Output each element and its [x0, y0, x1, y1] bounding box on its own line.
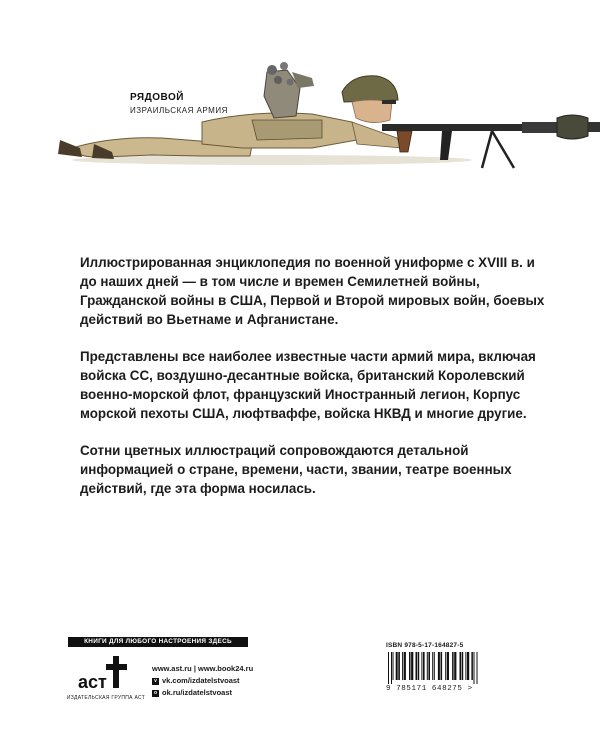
book-description	[80, 253, 550, 516]
publisher-links	[152, 663, 253, 699]
publisher-name: ИЗДАТЕЛЬСКАЯ ГРУППА АСТ	[66, 695, 146, 701]
caption-title: РЯДОВОЙ	[130, 92, 184, 103]
ok-icon: o	[153, 689, 158, 696]
barcode-icon	[386, 652, 506, 684]
ast-logo-icon	[76, 652, 132, 696]
barcode-digits: 9 785171 648275 >	[386, 685, 473, 693]
isbn-text: ISBN 978-5-17-164827-5	[386, 642, 464, 649]
description-paragraph: Сотни цветных иллюстраций сопровождаются детальной информацией о стране, времени, части, звании, театре военных действий, где эта форма носилась.	[80, 443, 512, 496]
vk-link[interactable]: v vk.com/izdatelstvoast	[152, 675, 253, 687]
illustration-caption	[130, 92, 228, 115]
barcode-block	[386, 642, 526, 693]
websites-link[interactable]: www.ast.ru | www.book24.ru	[152, 664, 254, 673]
publisher-tagline: КНИГИ ДЛЯ ЛЮБОГО НАСТРОЕНИЯ ЗДЕСЬ	[68, 637, 248, 647]
logo-text: аст	[78, 672, 107, 692]
ok-link[interactable]: o ok.ru/izdatelstvoast	[153, 688, 233, 697]
caption-subtitle: ИЗРАИЛЬСКАЯ АРМИЯ	[130, 106, 228, 115]
description-paragraph: Иллюстрированная энциклопедия по военной униформе с XVIII в. и до наших дней — в том числе и времен Семилетней войны, Гражданской войны в США, Первой и Второй мировых войн, боевых действий во Вьетнаме и Афганистане.	[80, 255, 545, 327]
description-paragraph: Представлены все наиболее известные части армий мира, включая войска СС, воздушно-десантные войска, британский Королевский военно-морской флот, французский Иностранный легион, Корпус морской пехоты США, люфтваффе, войска НКВД и многие другие.	[80, 349, 536, 421]
vk-icon: v	[152, 678, 159, 685]
